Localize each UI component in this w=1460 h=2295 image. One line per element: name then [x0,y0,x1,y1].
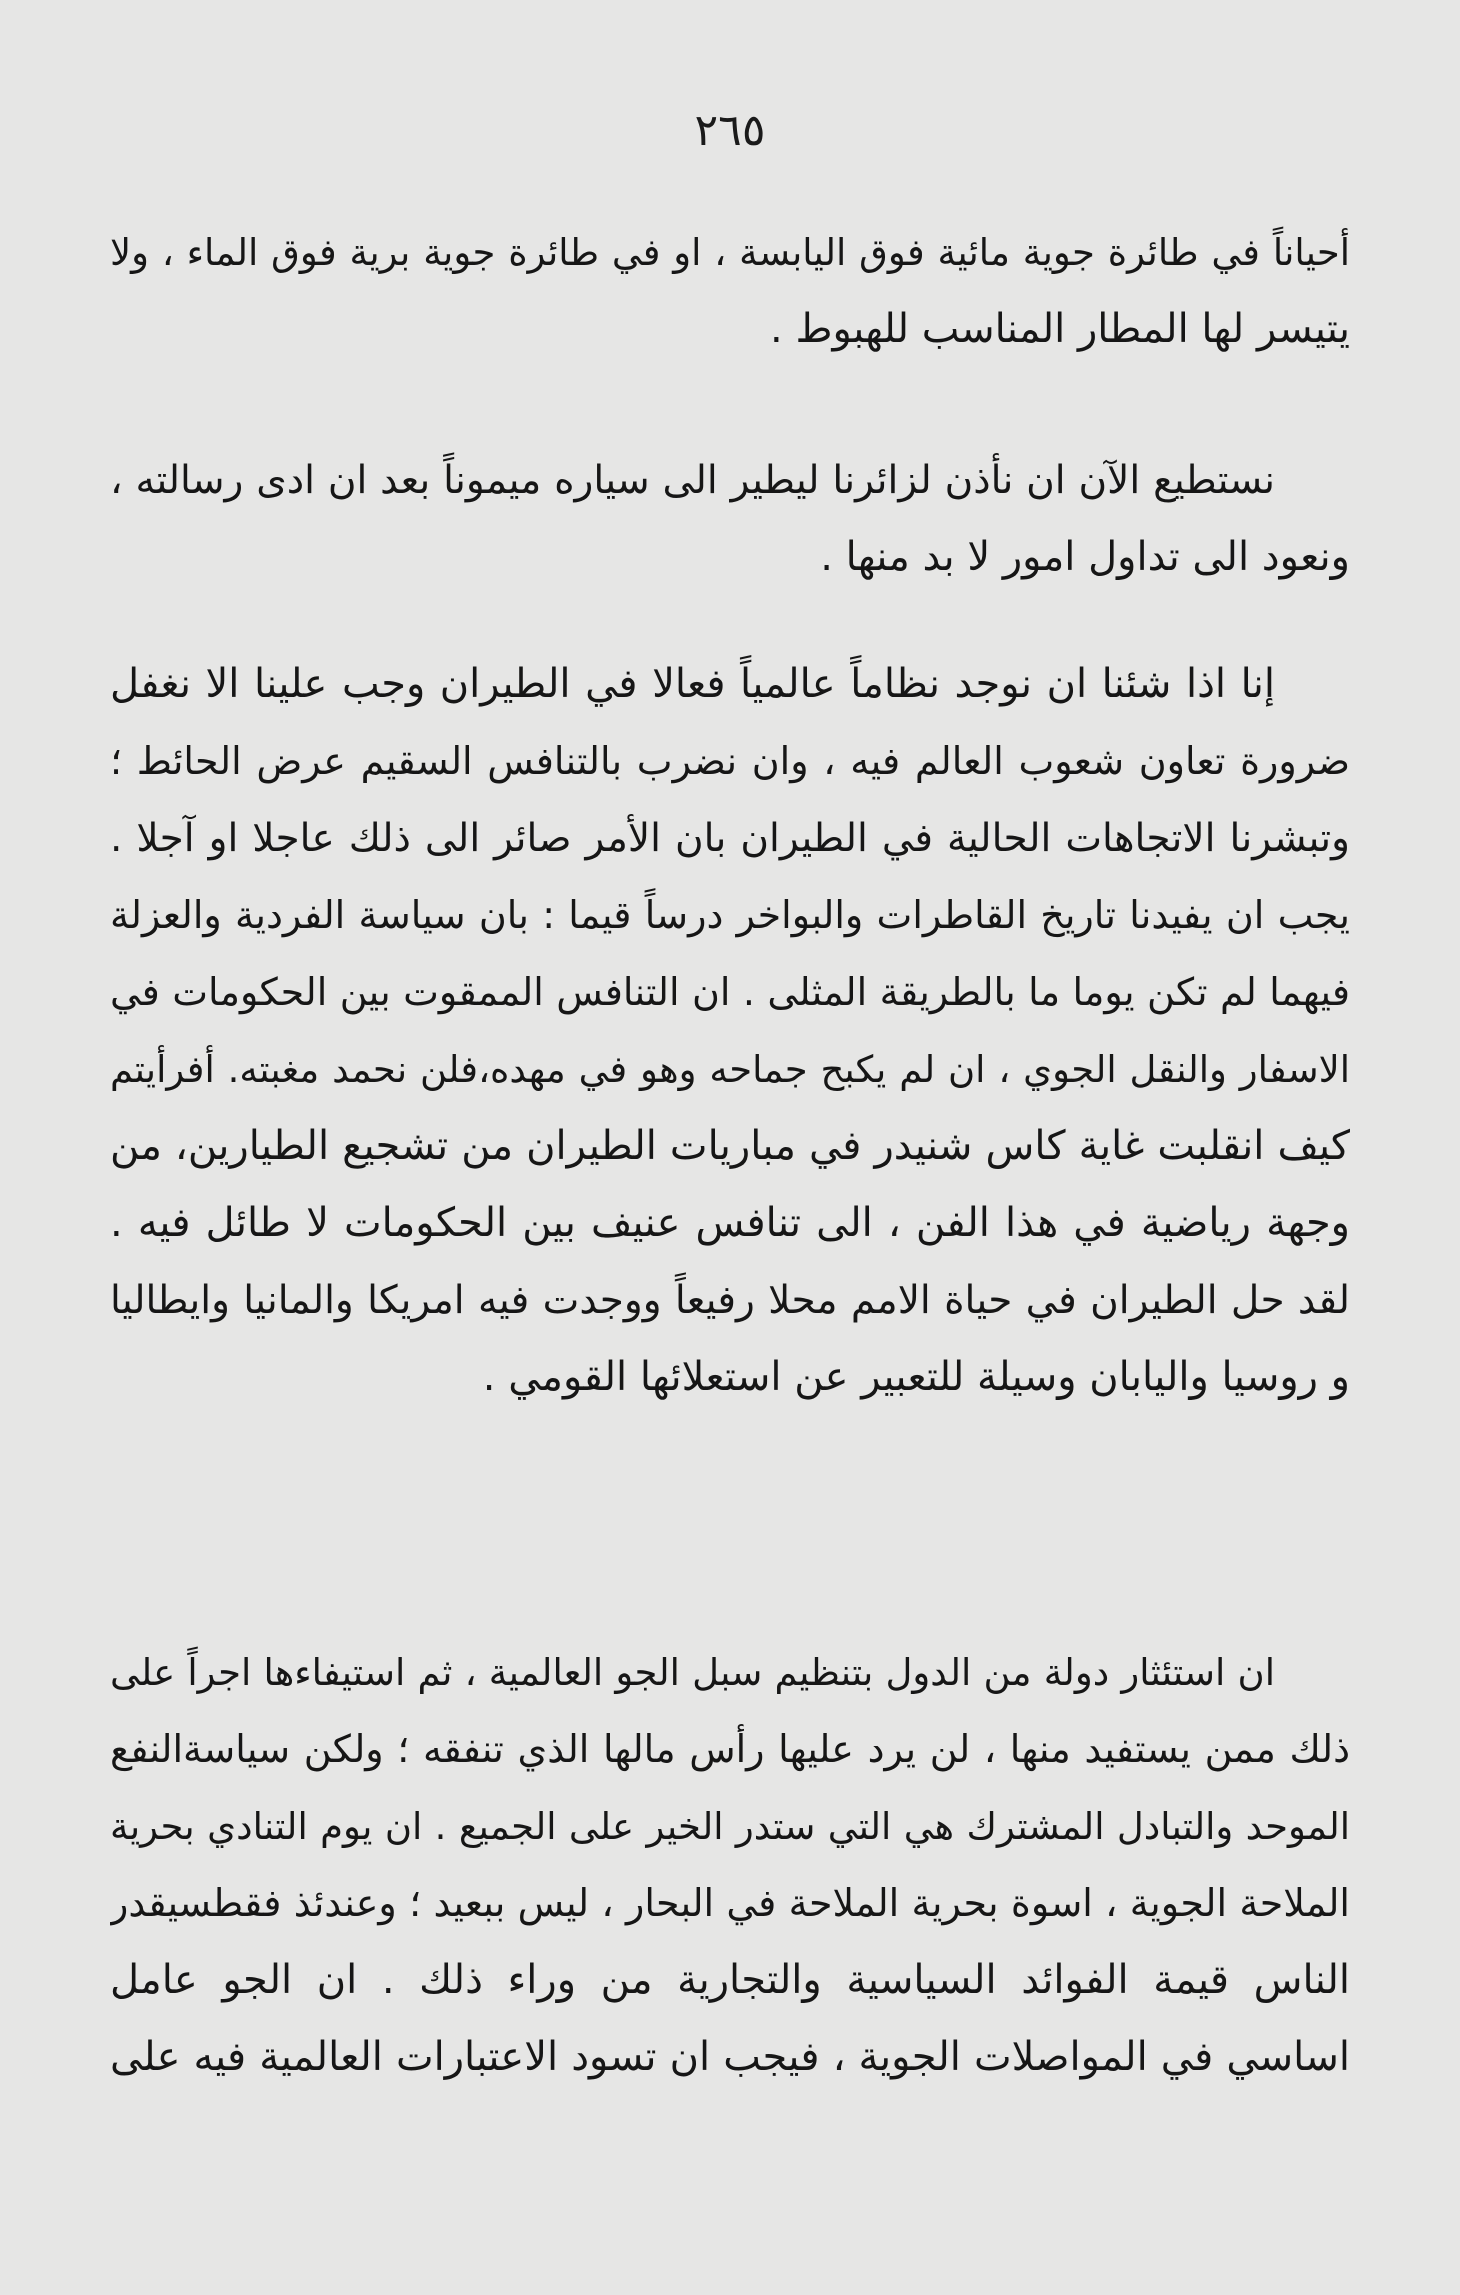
text-line: أحياناً في طائرة جوية مائية فوق اليابسة ، او في طائرة جوية برية فوق الماء ، ولا [110,231,1350,274]
paragraph-4 [110,1634,1350,2096]
text-line: ونعود الى تداول امور لا بد منها . [820,534,1350,580]
text-line: إنا اذا شئنا ان نوجد نظاماً عالمياً فعالا في الطيران وجب علينا الا نغفل [110,661,1275,707]
text-line: الموحد والتبادل المشترك هي التي ستدر الخير على الجميع . ان يوم التنادي بحرية [110,1805,1350,1848]
paragraph-1 [110,214,1350,368]
paragraph-2 [110,442,1350,596]
paragraph-3 [110,646,1350,1416]
text-line: لقد حل الطيران في حياة الامم محلا رفيعاً ووجدت فيه امريكا والمانيا وايطاليا [110,1278,1350,1323]
text-line: ان استئثار دولة من الدول بتنظيم سبل الجو العالمية ، ثم استيفاءها اجراً على [110,1651,1275,1694]
page-number: ٢٦٥ [694,105,766,156]
text-line: يجب ان يفيدنا تاريخ القاطرات والبواخر درساً قيما : بان سياسة الفردية والعزلة [110,893,1350,937]
text-line: فيهما لم تكن يوما ما بالطريقة المثلى . ان التنافس الممقوت بين الحكومات في [110,970,1350,1014]
text-line: ذلك ممن يستفيد منها ، لن يرد عليها رأس مالها الذي تنفقه ؛ ولكن سياسةالنفع [110,1727,1350,1771]
text-line: الناس قيمة الفوائد السياسية والتجارية من وراء ذلك . ان الجو عامل [110,1957,1350,2003]
text-line: الملاحة الجوية ، اسوة بحرية الملاحة في البحار ، ليس ببعيد ؛ وعندئذ فقطسيقدر [110,1881,1350,1925]
text-line: الاسفار والنقل الجوي ، ان لم يكبح جماحه وهو في مهده،فلن نحمد مغبته. أفرأيتم [110,1048,1350,1091]
text-line: يتيسر لها المطار المناسب للهبوط . [770,306,1350,352]
text-line: وتبشرنا الاتجاهات الحالية في الطيران بان الأمر صائر الى ذلك عاجلا او آجلا . [110,816,1350,861]
text-line: ضرورة تعاون شعوب العالم فيه ، وان نضرب بالتنافس السقيم عرض الحائط ؛ [110,739,1350,783]
text-line: وجهة رياضية في هذا الفن ، الى تنافس عنيف بين الحكومات لا طائل فيه . [110,1200,1350,1246]
text-line: كيف انقلبت غاية كاس شنيدر في مباريات الطيران من تشجيع الطيارين، من [110,1123,1350,1169]
text-line: نستطيع الآن ان نأذن لزائرنا ليطير الى سياره ميموناً بعد ان ادى رسالته ، [110,458,1275,503]
text-line: اساسي في المواصلات الجوية ، فيجب ان تسود الاعتبارات العالمية فيه على [110,2034,1350,2080]
text-line: و روسيا واليابان وسيلة للتعبير عن استعلائها القومي . [482,1354,1350,1400]
